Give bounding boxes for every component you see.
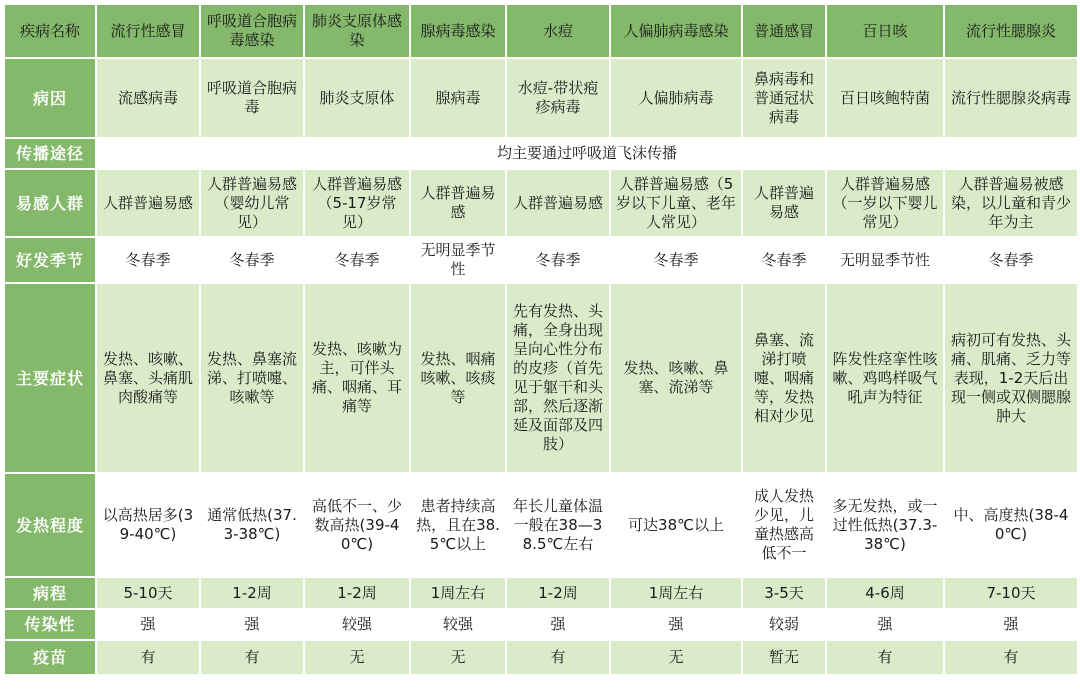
table-cell: 中、高度热(38-40℃)	[944, 473, 1078, 577]
column-header: 呼吸道合胞病毒感染	[200, 4, 304, 58]
table-cell: 有	[506, 640, 610, 675]
table-cell: 无	[410, 640, 506, 675]
corner-header: 疾病名称	[4, 4, 96, 58]
table-cell: 流行性腮腺炎病毒	[944, 58, 1078, 138]
row-route	[4, 138, 1078, 169]
row-header-contagion: 传染性	[4, 609, 96, 640]
row-header-symptoms: 主要症状	[4, 283, 96, 473]
table-cell: 发热、咳嗽为主，可伴头痛、咽痛、耳痛等	[304, 283, 410, 473]
table-cell: 冬春季	[610, 237, 742, 283]
table-cell: 3-5天	[742, 577, 826, 609]
table-cell: 可达38℃以上	[610, 473, 742, 577]
table-cell: 成人发热少见，儿童热感高低不一	[742, 473, 826, 577]
table-cell: 冬春季	[200, 237, 304, 283]
table-cell: 人群普遍易感	[506, 169, 610, 237]
column-header: 人偏肺病毒感染	[610, 4, 742, 58]
table-cell: 人群普遍易被感染，以儿童和青少年为主	[944, 169, 1078, 237]
table-cell: 较强	[410, 609, 506, 640]
table-cell: 冬春季	[944, 237, 1078, 283]
row-header-season: 好发季节	[4, 237, 96, 283]
row-fever	[4, 473, 1078, 577]
table-cell: 先有发热、头痛，全身出现呈向心性分布的皮疹（首先见于躯干和头部，然后逐渐延及面部及四肢）	[506, 283, 610, 473]
row-contagion	[4, 609, 1078, 640]
table-cell: 通常低热(37.3-38℃)	[200, 473, 304, 577]
table-cell: 高低不一、少数高热(39-40℃)	[304, 473, 410, 577]
table-cell: 1周左右	[610, 577, 742, 609]
column-header: 流行性腮腺炎	[944, 4, 1078, 58]
table-cell: 百日咳鲍特菌	[826, 58, 944, 138]
table-cell: 以高热居多(39-40℃)	[96, 473, 200, 577]
table-cell: 人群普遍易感（婴幼儿常见）	[200, 169, 304, 237]
table-cell: 无明显季节性	[410, 237, 506, 283]
table-cell: 较强	[304, 609, 410, 640]
table-cell: 强	[200, 609, 304, 640]
table-cell: 1-2周	[304, 577, 410, 609]
disease-comparison-table	[3, 3, 1079, 676]
table-cell: 有	[96, 640, 200, 675]
table-cell: 年长儿童体温一般在38—38.5℃左右	[506, 473, 610, 577]
table-cell: 人群普遍易感（5-17岁常见）	[304, 169, 410, 237]
table-cell: 流感病毒	[96, 58, 200, 138]
table-cell: 阵发性痉挛性咳嗽、鸡鸣样吸气吼声为特征	[826, 283, 944, 473]
column-header: 腺病毒感染	[410, 4, 506, 58]
table-cell: 腺病毒	[410, 58, 506, 138]
table-cell: 1-2周	[200, 577, 304, 609]
row-header-course: 病程	[4, 577, 96, 609]
table-cell: 发热、咳嗽、鼻塞、头痛肌肉酸痛等	[96, 283, 200, 473]
table-cell: 患者持续高热，且在38.5℃以上	[410, 473, 506, 577]
table-cell: 发热、鼻塞流涕、打喷嚏、咳嗽等	[200, 283, 304, 473]
table-cell: 发热、咳嗽、鼻塞、流涕等	[610, 283, 742, 473]
table-cell: 强	[506, 609, 610, 640]
table-cell: 有	[944, 640, 1078, 675]
table-cell: 呼吸道合胞病毒	[200, 58, 304, 138]
column-header: 百日咳	[826, 4, 944, 58]
table-cell: 人群普遍易感	[410, 169, 506, 237]
table-cell: 鼻病毒和普通冠状病毒	[742, 58, 826, 138]
row-header-vaccine: 疫苗	[4, 640, 96, 675]
column-header: 肺炎支原体感染	[304, 4, 410, 58]
row-cause	[4, 58, 1078, 138]
row-season	[4, 237, 1078, 283]
column-header: 普通感冒	[742, 4, 826, 58]
table-cell: 暂无	[742, 640, 826, 675]
row-header-susceptible: 易感人群	[4, 169, 96, 237]
table-cell: 强	[826, 609, 944, 640]
table-cell: 肺炎支原体	[304, 58, 410, 138]
row-susceptible	[4, 169, 1078, 237]
row-header-cause: 病因	[4, 58, 96, 138]
table-cell: 人群普遍易感	[742, 169, 826, 237]
table-cell: 冬春季	[742, 237, 826, 283]
column-header: 水痘	[506, 4, 610, 58]
table-cell: 发热、咽痛咳嗽、咳痰等	[410, 283, 506, 473]
table-cell: 无明显季节性	[826, 237, 944, 283]
table-cell: 强	[610, 609, 742, 640]
column-header: 流行性感冒	[96, 4, 200, 58]
table-cell: 鼻塞、流涕打喷嚏、咽痛等，发热相对少见	[742, 283, 826, 473]
table-cell: 强	[944, 609, 1078, 640]
table-cell: 1周左右	[410, 577, 506, 609]
table-cell: 强	[96, 609, 200, 640]
table-cell: 冬春季	[304, 237, 410, 283]
row-vaccine	[4, 640, 1078, 675]
header-row	[4, 4, 1078, 58]
table-cell: 5-10天	[96, 577, 200, 609]
table-cell: 7-10天	[944, 577, 1078, 609]
table-cell: 人群普遍易感（一岁以下婴儿常见）	[826, 169, 944, 237]
table-cell: 冬春季	[506, 237, 610, 283]
table-cell: 1-2周	[506, 577, 610, 609]
table-cell: 较弱	[742, 609, 826, 640]
row-header-fever: 发热程度	[4, 473, 96, 577]
table-cell: 人偏肺病毒	[610, 58, 742, 138]
table-cell: 4-6周	[826, 577, 944, 609]
table-cell: 多无发热，或一过性低热(37.3-38℃)	[826, 473, 944, 577]
table-cell: 有	[826, 640, 944, 675]
table-cell: 无	[304, 640, 410, 675]
table-cell: 有	[200, 640, 304, 675]
table-cell: 水痘-带状疱疹病毒	[506, 58, 610, 138]
table-cell: 冬春季	[96, 237, 200, 283]
table-cell: 病初可有发热、头痛、肌痛、乏力等表现，1-2天后出现一侧或双侧腮腺肿大	[944, 283, 1078, 473]
table-cell: 人群普遍易感（5岁以下儿童、老年人常见）	[610, 169, 742, 237]
disease-comparison-table-container	[3, 3, 1077, 688]
row-course	[4, 577, 1078, 609]
row-symptoms	[4, 283, 1078, 473]
table-cell: 无	[610, 640, 742, 675]
row-header-route: 传播途径	[4, 138, 96, 169]
table-cell: 人群普遍易感	[96, 169, 200, 237]
merged-route-cell: 均主要通过呼吸道飞沫传播	[96, 138, 1078, 169]
